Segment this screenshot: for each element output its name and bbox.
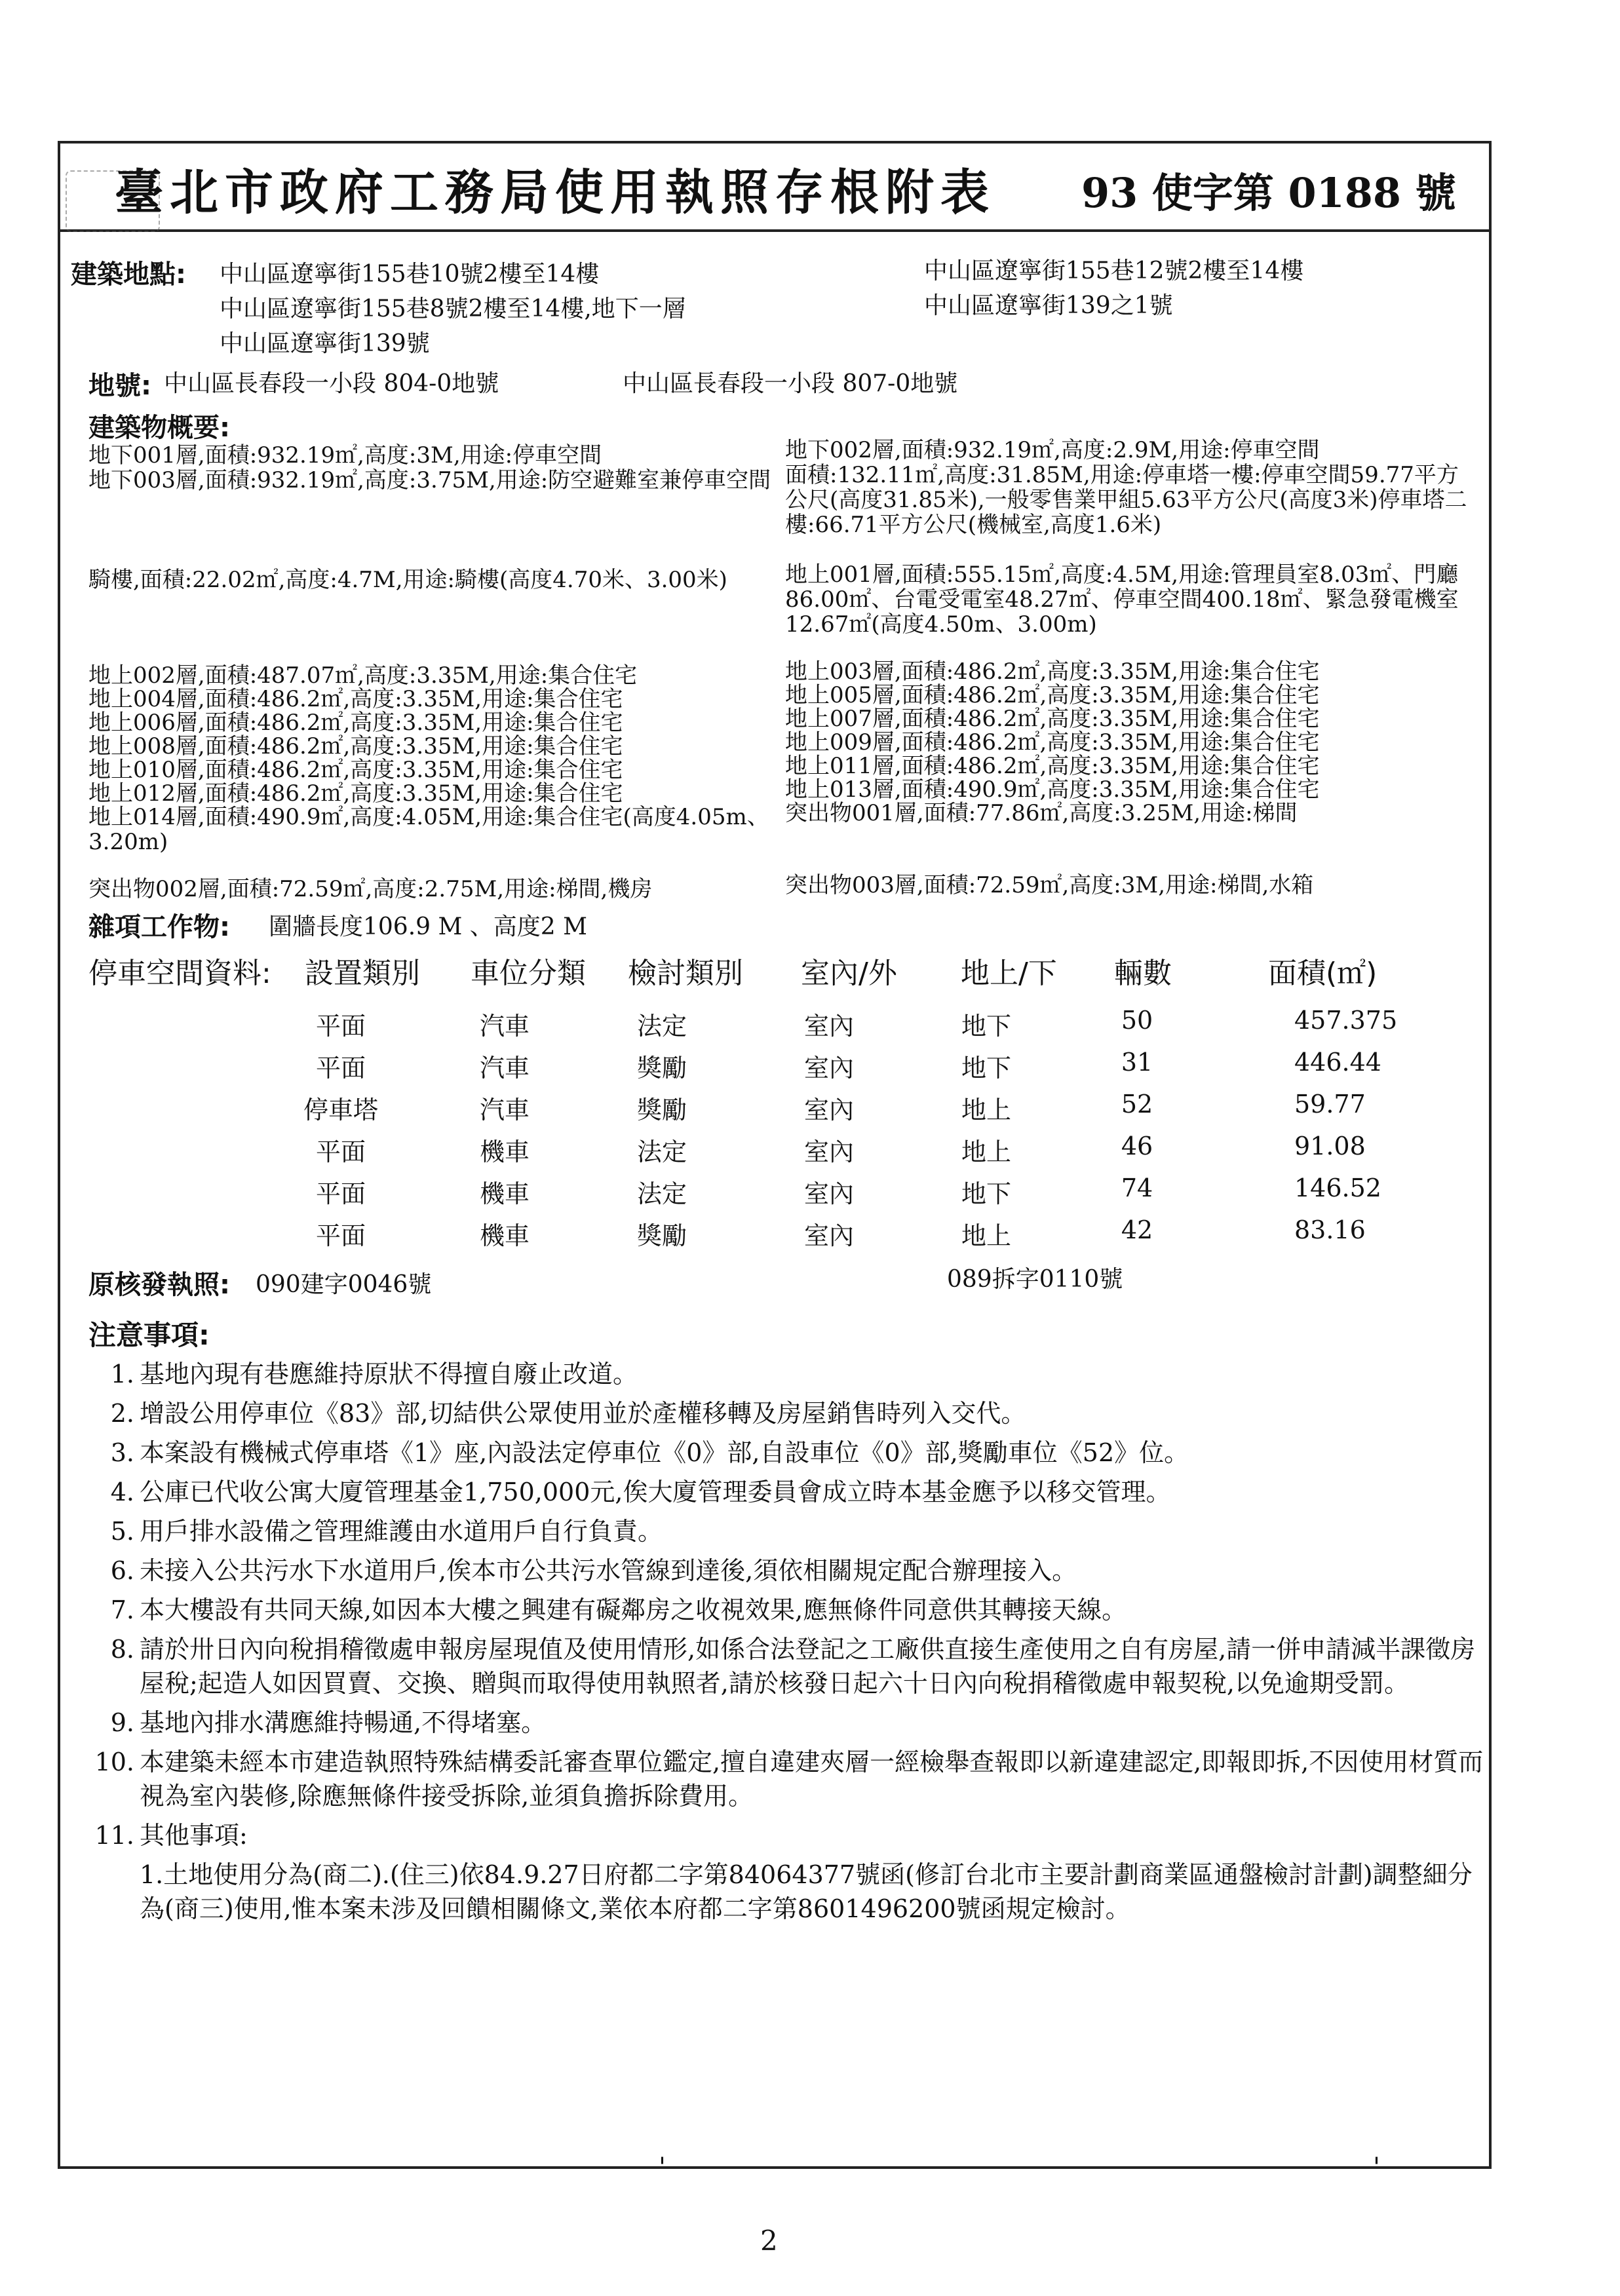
parking-cell: 地下 [961,1179,1011,1208]
title-divider [58,229,1492,232]
floor-left-5: 地上010層,面積:486.2㎡,高度:3.35M,用途:集合住宅 [88,757,623,783]
note-item [88,1818,1484,1852]
note-subitem-text: 1.土地使用分為(商二).(住三)依84.9.27日府都二字第84064377號函(修訂台北市主要計劃商業區通盤檢討計劃)調整細分為(商三)使用,惟本案未涉及回饋相關條文,業依本府都二字第8601496200號函規定檢討。 [140,1860,1473,1923]
parking-header: 設置類別 [305,957,420,990]
note-item [88,1593,1484,1627]
parking-cell: 法定 [636,1179,687,1208]
notes-label: 注意事項: [88,1319,210,1351]
floor-right-5: 地上011層,面積:486.2㎡,高度:3.35M,用途:集合住宅 [785,753,1320,779]
address-line-right-1: 中山區遼寧街155巷12號2樓至14樓 [924,258,1304,284]
note-item [88,1706,1484,1740]
address-line-3: 中山區遼寧街139號 [220,330,430,357]
parking-header: 檢討類別 [628,957,743,990]
floor-14f: 地上014層,面積:490.9㎡,高度:4.05M,用途:集合住宅(高度4.05m、3.20m) [88,804,769,855]
misc-label: 雜項工作物: [88,912,230,942]
parking-cell: 457.375 [1294,1006,1398,1035]
original-value-2: 089拆字0110號 [947,1266,1123,1293]
parking-cell: 獎勵 [636,1221,687,1250]
floor-left-3: 地上006層,面積:486.2㎡,高度:3.35M,用途:集合住宅 [88,710,623,736]
floor-left-6: 地上012層,面積:486.2㎡,高度:3.35M,用途:集合住宅 [88,780,623,807]
note-subitem [88,1858,1484,1926]
parking-cell: 平面 [315,1221,366,1250]
address-line-1: 中山區遼寧街155巷10號2樓至14樓 [220,261,600,288]
parking-cell: 地下 [961,1054,1011,1082]
parking-cell: 室內 [803,1221,854,1250]
parking-header: 輛數 [1114,957,1172,990]
note-text: 增設公用停車位《83》部,切結供公眾使用並於產權移轉及房屋銷售時列入交代。 [140,1399,1026,1428]
note-text: 本案設有機械式停車塔《1》座,內設法定停車位《0》部,自設車位《0》部,獎勵車位《52》位。 [140,1438,1189,1467]
parking-label: 停車空間資料: [88,957,271,990]
overview-label: 建築物概要: [88,413,230,443]
parking-cell: 機車 [479,1138,530,1166]
parking-cell: 地下 [961,1012,1011,1041]
parking-cell: 地上 [961,1138,1011,1166]
note-item [88,1436,1484,1470]
lot-label: 地號: [88,371,151,401]
parking-cell: 地上 [961,1221,1011,1250]
note-number: 7. [110,1596,134,1624]
tower-info: 面積:132.11㎡,高度:31.85M,用途:停車塔一樓:停車空間59.77平方公尺(高度31.85米),一般零售業甲組5.63平方公尺(高度3米)停車塔二樓:66.71平方公尺(機械室,高度1.6米) [785,462,1467,538]
notes-list [88,1357,1484,1926]
parking-cell: 獎勵 [636,1054,687,1082]
note-item [88,1632,1484,1700]
floor-b2: 地下002層,面積:932.19㎡,高度:2.9M,用途:停車空間 [785,437,1320,463]
parking-cell: 室內 [803,1138,854,1166]
floor-b3: 地下003層,面積:932.19㎡,高度:3.75M,用途:防空避難室兼停車空間 [88,467,771,493]
parking-cell: 146.52 [1294,1174,1381,1202]
parking-cell: 室內 [803,1054,854,1082]
parking-cell: 平面 [315,1138,366,1166]
arcade-info: 騎樓,面積:22.02㎡,高度:4.7M,用途:騎樓(高度4.70米、3.00米) [88,567,727,593]
parking-cell: 室內 [803,1012,854,1041]
parking-cell: 法定 [636,1012,687,1041]
floor-1f: 地上001層,面積:555.15㎡,高度:4.5M,用途:管理員室8.03㎡、門廳86.00㎡、台電受電室48.27㎡、停車空間400.18㎡、緊急發電機室12.67㎡(高度4.50m、3.00m) [785,562,1459,638]
floor-left-2: 地上004層,面積:486.2㎡,高度:3.35M,用途:集合住宅 [88,686,623,712]
parking-cell: 91.08 [1294,1132,1366,1160]
lot-value-1: 中山區長春段一小段 804-0地號 [164,370,499,397]
note-item [88,1475,1484,1509]
note-text: 基地內現有巷應維持原狀不得擅自廢止改道。 [140,1360,638,1388]
note-number: 2. [110,1399,134,1428]
note-number: 8. [110,1635,134,1664]
note-number: 1. [110,1360,134,1388]
note-item [88,1745,1484,1813]
parking-cell: 平面 [315,1179,366,1208]
parking-cell: 83.16 [1294,1215,1366,1244]
floor-right-2: 地上005層,面積:486.2㎡,高度:3.35M,用途:集合住宅 [785,682,1320,708]
floor-b1: 地下001層,面積:932.19㎡,高度:3M,用途:停車空間 [88,442,602,469]
parking-header: 地上/下 [961,957,1057,990]
note-number: 10. [94,1748,134,1776]
floor-left-1: 地上002層,面積:487.07㎡,高度:3.35M,用途:集合住宅 [88,662,638,689]
parking-cell: 汽車 [479,1054,530,1082]
notes-section [88,1314,1484,1931]
parking-header: 室內/外 [801,957,897,990]
scan-mark: ' [1373,2152,1380,2183]
address-label: 建築地點: [71,259,186,290]
address-line-2: 中山區遼寧街155巷8號2樓至14樓,地下一層 [220,296,686,322]
parking-cell: 獎勵 [636,1096,687,1124]
parking-cell: 42 [1121,1215,1153,1244]
misc-value: 圍牆長度106.9 M 、高度2 M [269,913,588,940]
floor-right-4: 地上009層,面積:486.2㎡,高度:3.35M,用途:集合住宅 [785,729,1320,756]
note-item [88,1357,1484,1391]
note-text: 公庫已代收公寓大廈管理基金1,750,000元,俟大廈管理委員會成立時本基金應予以移交管理。 [140,1478,1171,1506]
note-text: 用戶排水設備之管理維護由水道用戶自行負責。 [140,1517,663,1546]
note-number: 3. [110,1438,134,1467]
parking-cell: 446.44 [1294,1048,1381,1077]
original-label: 原核發執照: [88,1270,230,1300]
note-item [88,1514,1484,1548]
note-number: 11. [94,1821,134,1850]
floor-right-6: 地上013層,面積:490.9㎡,高度:3.35M,用途:集合住宅 [785,776,1320,803]
floor-right-1: 地上003層,面積:486.2㎡,高度:3.35M,用途:集合住宅 [785,659,1320,685]
note-number: 9. [110,1708,134,1737]
parking-cell: 74 [1121,1174,1153,1202]
note-text: 未接入公共污水下水道用戶,俟本市公共污水管線到達後,須依相關規定配合辦理接入。 [140,1556,1077,1585]
note-text: 基地內排水溝應維持暢通,不得堵塞。 [140,1708,547,1737]
parking-cell: 停車塔 [303,1096,378,1124]
note-item [88,1554,1484,1588]
note-number: 4. [110,1478,134,1506]
parking-cell: 31 [1121,1048,1153,1077]
floor-left-4: 地上008層,面積:486.2㎡,高度:3.35M,用途:集合住宅 [88,733,623,759]
parking-cell: 46 [1121,1132,1153,1160]
parking-cell: 機車 [479,1179,530,1208]
note-number: 5. [110,1517,134,1546]
parking-cell: 地上 [961,1096,1011,1124]
penthouse-2: 突出物002層,面積:72.59㎡,高度:2.75M,用途:梯間,機房 [88,876,653,902]
parking-cell: 59.77 [1294,1090,1366,1119]
original-value-1: 090建字0046號 [256,1271,432,1298]
page-title: 臺北市政府工務局使用執照存根附表 [115,164,995,221]
parking-cell: 平面 [315,1012,366,1041]
parking-cell: 機車 [479,1221,530,1250]
parking-cell: 平面 [315,1054,366,1082]
lot-value-2: 中山區長春段一小段 807-0地號 [623,370,958,397]
permit-number: 93 使字第 0188 號 [1081,169,1456,217]
address-line-right-2: 中山區遼寧街139之1號 [924,292,1173,319]
parking-header: 車位分類 [471,957,586,990]
note-item [88,1396,1484,1430]
floor-right-3: 地上007層,面積:486.2㎡,高度:3.35M,用途:集合住宅 [785,706,1320,732]
parking-cell: 50 [1121,1006,1153,1035]
parking-cell: 室內 [803,1096,854,1124]
note-text: 其他事項: [140,1821,248,1850]
page-number: 2 [760,2225,778,2257]
note-text: 請於卅日內向稅捐稽徵處申報房屋現值及使用情形,如係合法登記之工廠供直接生產使用之自有房屋,請一併申請減半課徵房屋稅;起造人如因買賣、交換、贈與而取得使用執照者,請於核發日起六十日內向稅捐稽徵處申報契稅,以免逾期受罰。 [140,1635,1476,1698]
note-text: 本建築未經本市建造執照特殊結構委託審查單位鑑定,擅自違建夾層一經檢舉查報即以新違建認定,即報即拆,不因使用材質而視為室內裝修,除應無條件接受拆除,並須負擔拆除費用。 [140,1748,1484,1810]
note-text: 本大樓設有共同天線,如因本大樓之興建有礙鄰房之收視效果,應無條件同意供其轉接天線。 [140,1596,1127,1624]
parking-header: 面積(㎡) [1268,957,1378,990]
penthouse-1: 突出物001層,面積:77.86㎡,高度:3.25M,用途:梯間 [785,800,1298,826]
parking-cell: 汽車 [479,1012,530,1041]
note-number: 6. [110,1556,134,1585]
penthouse-3: 突出物003層,面積:72.59㎡,高度:3M,用途:梯間,水箱 [785,872,1314,898]
parking-cell: 法定 [636,1138,687,1166]
parking-cell: 52 [1121,1090,1153,1119]
parking-cell: 汽車 [479,1096,530,1124]
scan-mark: ' [659,2152,666,2183]
parking-cell: 室內 [803,1179,854,1208]
